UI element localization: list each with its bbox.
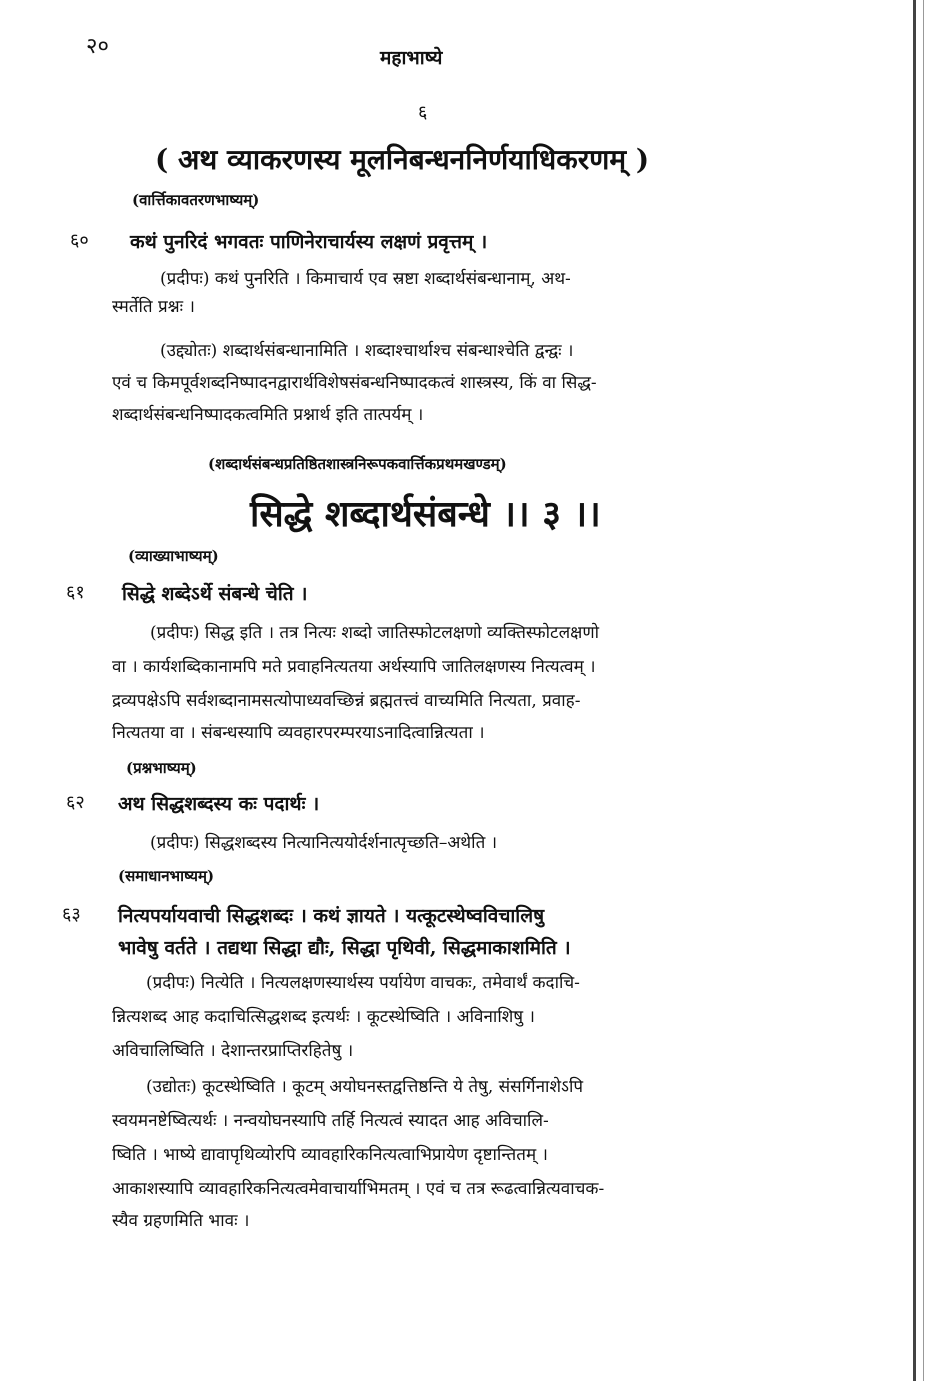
pradipa-1-line-1: (प्रदीपः) कथं पुनरिति । किमाचार्य एव स्रष्टा शब्दार्थसंबन्धानाम्, अथ- (160, 269, 571, 289)
label-prashna: (प्रश्नभाष्यम्) (126, 759, 197, 777)
paragraph-number-62: ६२ (66, 792, 85, 813)
pradipa-4-line-3: अविचालिष्विति । देशान्तरप्राप्तिरहितेषु । (112, 1041, 354, 1061)
bhashya-60: कथं पुनरिदं भगवतः पाणिनेराचार्यस्य लक्षणं प्रवृत्तम् । (130, 231, 488, 253)
udyota-1-line-1: (उद्द्योतः) शब्दार्थसंबन्धानामिति । शब्दाश्चार्थाश्च संबन्धाश्चेति द्वन्द्वः । (160, 341, 574, 361)
page-number: २० (86, 34, 109, 59)
udyota-2-line-3: ष्विति । भाष्ये द्यावापृथिव्योरपि व्यावहारिकनित्यत्वाभिप्रायेण दृष्टान्तितम् । (112, 1145, 548, 1165)
pradipa-2-line-2: वा । कार्यशब्दिकानामपि मते प्रवाहनित्यतया अर्थस्यापि जातिलक्षणस्य नित्यत्वम् । (112, 657, 596, 677)
udyota-2-line-4: आकाशस्यापि व्यावहारिकनित्यत्वमेवाचार्याभिमतम् । एवं च तत्र रूढत्वान्नित्यवाचक- (112, 1179, 605, 1199)
scan-edge-secondary (923, 0, 924, 1381)
label-khanda: (शब्दार्थसंबन्धप्रतिष्ठितशास्त्रनिरूपकवार्त्तिकप्रथमखण्डम्) (208, 455, 507, 473)
running-head: महाभाष्ये (380, 47, 443, 69)
label-vyakhya: (व्याख्याभाष्यम्) (128, 547, 219, 565)
paragraph-number-61: ६१ (66, 582, 85, 603)
paragraph-number-63: ६३ (62, 904, 81, 925)
label-vartika-avatarana: (वार्त्तिकावतरणभाष्यम्) (132, 191, 260, 209)
udyota-2-line-5: स्यैव ग्रहणमिति भावः । (112, 1211, 250, 1231)
bhashya-61: सिद्धे शब्देऽर्थे संबन्धे चेति । (122, 583, 308, 605)
pradipa-4-line-1: (प्रदीपः) नित्येति । नित्यलक्षणस्यार्थस्य पर्यायेण वाचकः, तमेवार्थं कदाचि- (146, 973, 580, 993)
pradipa-2-line-3: द्रव्यपक्षेऽपि सर्वशब्दानामसत्योपाध्यवच्छिन्नं ब्रह्मतत्त्वं वाच्यमिति नित्यता, प्रवाह- (112, 691, 581, 711)
paragraph-number-60: ६० (70, 230, 89, 251)
udyota-1-line-3: शब्दार्थसंबन्धनिष्पादकत्वमिति प्रश्नार्थ इति तात्पर्यम् । (112, 405, 424, 425)
pradipa-4-line-2: न्नित्यशब्द आह कदाचित्सिद्धशब्द इत्यर्थः । कूटस्थेष्विति । अविनाशिषु । (112, 1007, 535, 1027)
sutra-3: सिद्धे शब्दार्थसंबन्धे ।। ३ ।। (250, 493, 601, 535)
label-samadhana: (समाधानभाष्यम्) (118, 867, 215, 885)
pradipa-2-line-1: (प्रदीपः) सिद्ध इति । तत्र नित्यः शब्दो जातिस्फोटलक्षणो व्यक्तिस्फोटलक्षणो (150, 623, 600, 643)
udyota-2-line-1: (उद्योतः) कूटस्थेष्विति । कूटम् अयोघनस्तद्वत्तिष्ठन्ति ये तेषु, संसर्गिनाशेऽपि (146, 1077, 584, 1097)
scan-edge (913, 0, 916, 1381)
pradipa-1-line-2: स्मर्तेति प्रश्नः । (112, 297, 195, 317)
udyota-2-line-2: स्वयमनष्टेष्वित्यर्थः । नन्वयोघनस्यापि तर्हि नित्यत्वं स्यादत आह अविचालि- (112, 1111, 549, 1131)
section-title: ( अथ व्याकरणस्य मूलनिबन्धननिर्णयाधिकरणम् ) (155, 143, 650, 176)
bhashya-62: अथ सिद्धशब्दस्य कः पदार्थः । (118, 793, 320, 815)
section-number: ६ (418, 102, 428, 123)
pradipa-2-line-4: नित्यतया वा । संबन्धस्यापि व्यवहारपरम्परयाऽनादित्वान्नित्यता । (112, 723, 485, 743)
bhashya-63-line-2: भावेषु वर्तते । तद्यथा सिद्धा द्यौः, सिद्धा पृथिवी, सिद्धमाकाशमिति । (118, 937, 571, 959)
pradipa-3-line-1: (प्रदीपः) सिद्धशब्दस्य नित्यानित्ययोर्दर्शनात्पृच्छति–अथेति । (150, 833, 498, 853)
udyota-1-line-2: एवं च किमपूर्वशब्दनिष्पादनद्वारार्थविशेषसंबन्धनिष्पादकत्वं शास्त्रस्य, किं वा सिद्ध- (112, 373, 597, 393)
bhashya-63-line-1: नित्यपर्यायवाची सिद्धशब्दः । कथं ज्ञायते । यत्कूटस्थेष्वविचालिषु (118, 905, 545, 927)
